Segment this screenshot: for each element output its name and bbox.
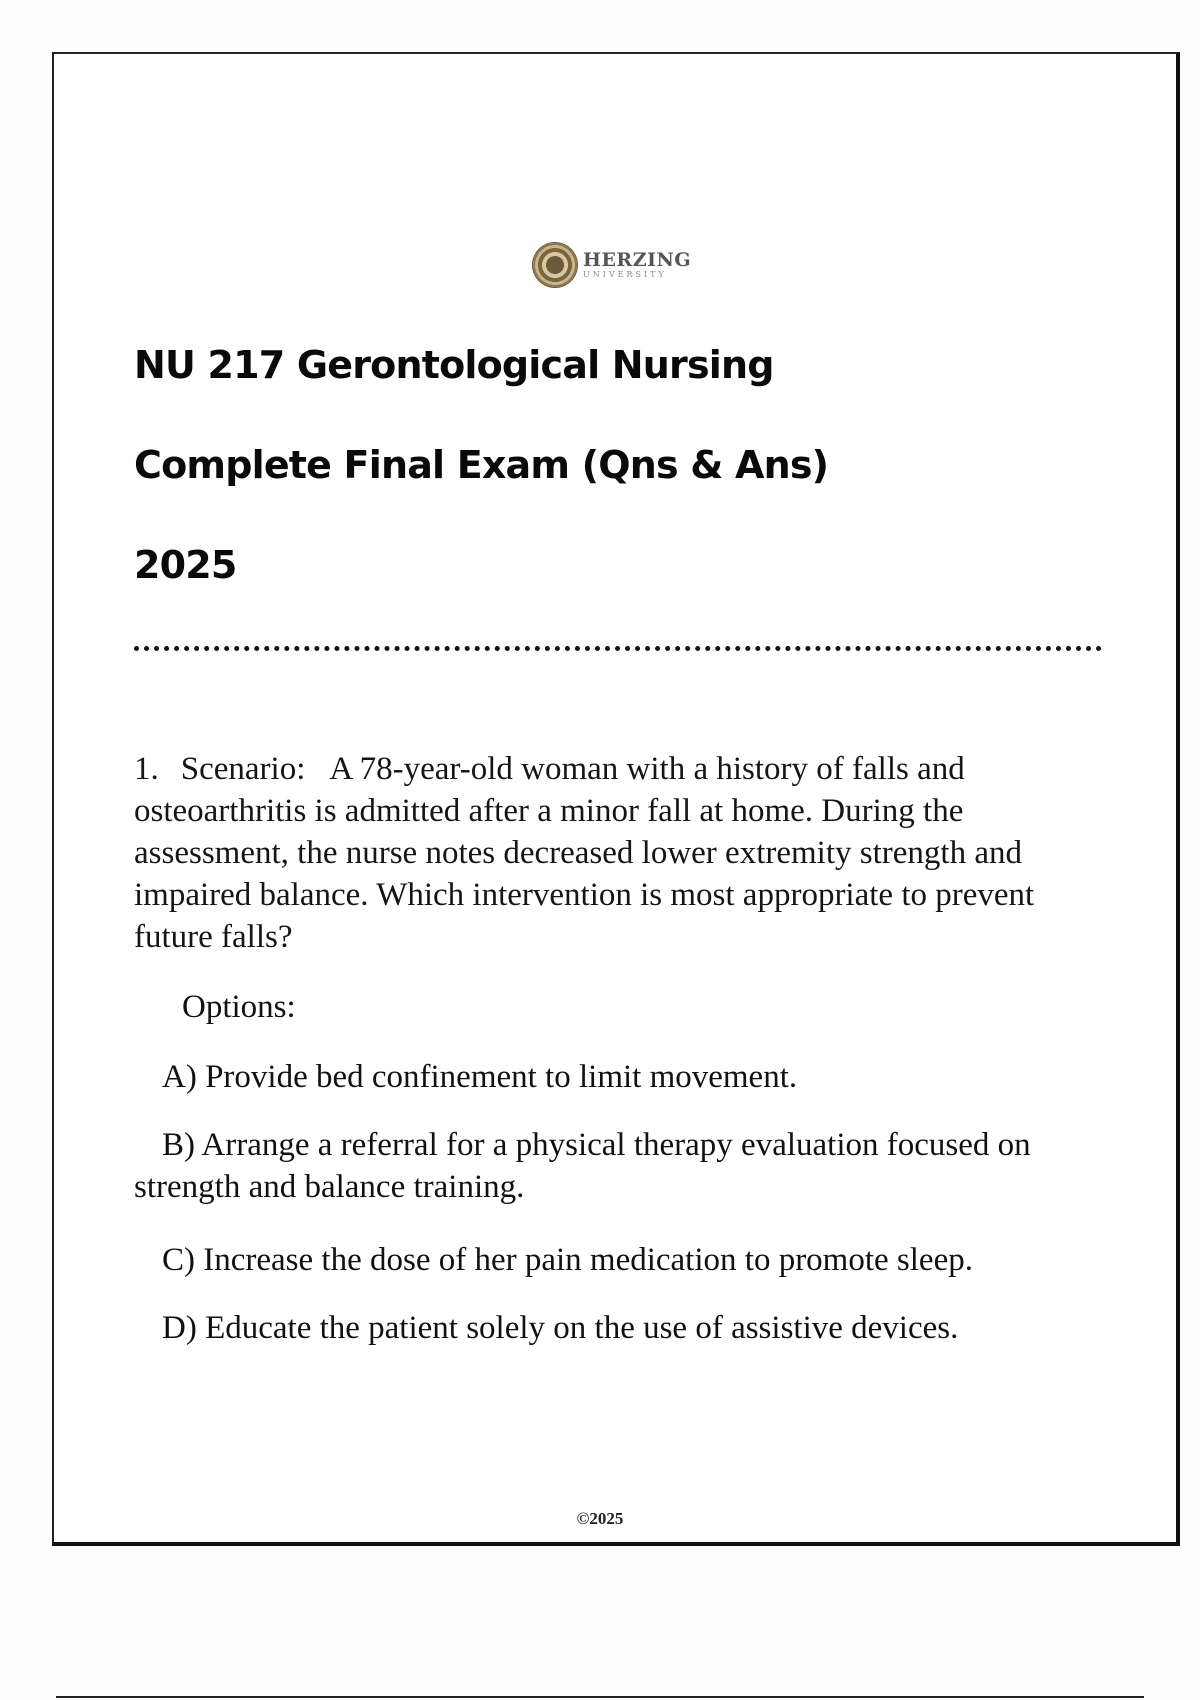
herzing-logo: [533, 243, 691, 287]
logo-name: HERZING: [583, 249, 692, 271]
question-number: 1.: [134, 751, 159, 787]
option-c: C) Increase the dose of her pain medication to promote sleep.: [162, 1242, 973, 1278]
question-label: Scenario:: [180, 751, 306, 787]
option-b: B) Arrange a referral for a physical therapy evaluation focused on strength and balance training.: [134, 1127, 1031, 1205]
option-a: A) Provide bed confinement to limit movement.: [162, 1059, 798, 1095]
dotted-divider: [134, 646, 1102, 651]
university-seal-icon: [533, 243, 577, 287]
options-label: Options:: [182, 989, 296, 1025]
footer-copyright: ©2025: [576, 1509, 624, 1528]
exam-title: Complete Final Exam (Qns & Ans): [134, 443, 829, 487]
option-d: D) Educate the patient solely on the use of assistive devices.: [162, 1310, 959, 1346]
question-stem: [134, 748, 1094, 958]
question-text: A 78-year-old woman with a history of falls and osteoarthritis is admitted after a minor fall at home. During the assessment, the nurse notes decreased lower extremity strength and impaired balance. Which intervention is most appropriate to prevent future falls?: [134, 751, 1035, 955]
bottom-rule: [56, 1696, 1144, 1698]
logo-wordmark: [583, 251, 691, 279]
exam-year: 2025: [134, 543, 237, 587]
logo-subtitle: UNIVERSITY: [583, 270, 667, 279]
course-title: NU 217 Gerontological Nursing: [134, 343, 774, 387]
